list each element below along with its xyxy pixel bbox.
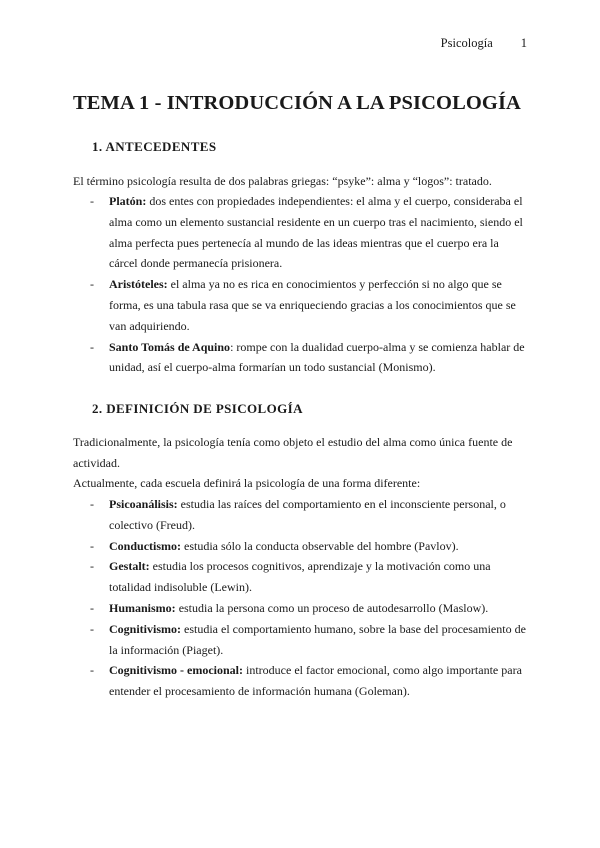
bullet-dash: - xyxy=(90,339,94,354)
list-item-text: introduce el factor emocional, como algo importante para entender el procesamiento de información humana (Goleman). xyxy=(109,663,522,699)
list-item-term: Santo Tomás de Aquino xyxy=(109,339,231,354)
list-item-term: Humanismo: xyxy=(109,600,176,615)
bullet-dash: - xyxy=(90,663,94,678)
bullet-dash: - xyxy=(90,277,94,292)
section-heading-definicion: 2. DEFINICIÓN DE PSICOLOGÍA xyxy=(92,401,303,416)
section2-intro2: Actualmente, cada escuela definirá la psicología de una forma diferente: xyxy=(73,476,421,490)
page-number: 1 xyxy=(520,36,527,50)
list-item-term: Platón: xyxy=(109,194,147,208)
list-item-term: Aristóteles: xyxy=(109,277,168,292)
document-title: TEMA 1 - INTRODUCCIÓN A LA PSICOLOGÍA xyxy=(73,92,521,114)
list-item xyxy=(90,660,528,702)
list-item-text: dos entes con propiedades independientes: el alma y el cuerpo, consideraba el alma como un elemento sustancial residente en un cuerpo tras el nacimiento, siendo el alma perfecta pues pertenecía al mundo de las ideas mientras que el cuerpo era la cárcel donde permanecía prisionera. xyxy=(109,194,523,271)
list-item xyxy=(90,191,528,274)
bullet-dash: - xyxy=(90,621,94,636)
bullet-dash: - xyxy=(90,194,94,208)
list-item-term: Cognitivismo: xyxy=(109,621,181,636)
header-subject: Psicología xyxy=(440,36,493,50)
list-item-term: Psicoanálisis: xyxy=(109,497,178,511)
list-item-text: estudia sólo la conducta observable del hombre (Pavlov). xyxy=(181,538,459,553)
list-item xyxy=(90,494,528,536)
list-item xyxy=(90,274,528,336)
list-item-text: el alma ya no es rica en conocimientos y perfección si no algo que se forma, es una tabula rasa que se va enriqueciendo gracias a los conocimientos que se van adquiriendo. xyxy=(109,277,516,333)
schools-list xyxy=(90,494,528,702)
bullet-dash: - xyxy=(90,538,94,553)
list-item xyxy=(90,619,528,661)
bullet-dash: - xyxy=(90,600,94,615)
list-item-text: estudia el comportamiento humano, sobre la base del procesamiento de la información (Piaget). xyxy=(109,621,526,657)
list-item xyxy=(90,536,528,557)
list-item xyxy=(90,556,528,598)
bullet-dash: - xyxy=(90,497,94,511)
section1-intro: El término psicología resulta de dos palabras griegas: “psyke”: alma y “logos”: tratado. xyxy=(73,174,492,188)
list-item xyxy=(90,598,528,619)
list-item-term: Gestalt: xyxy=(109,559,150,574)
list-item xyxy=(90,337,528,379)
section2-intro: Tradicionalmente, la psicología tenía como objeto el estudio del alma como única fuente de actividad. xyxy=(73,435,513,470)
section-heading-antecedentes: 1. ANTECEDENTES xyxy=(92,139,217,154)
list-item-term: Cognitivismo - emocional: xyxy=(109,663,243,678)
list-item-text: estudia los procesos cognitivos, aprendizaje y la motivación como una totalidad indisoluble (Lewin). xyxy=(109,559,491,595)
page-header xyxy=(441,36,527,51)
antecedentes-list xyxy=(90,191,528,378)
list-item-text: estudia las raíces del comportamiento en el inconsciente personal, o colectivo (Freud). xyxy=(109,497,506,532)
bullet-dash: - xyxy=(90,559,94,574)
list-item-text: estudia la persona como un proceso de autodesarrollo (Maslow). xyxy=(175,600,489,615)
list-item-term: Conductismo: xyxy=(109,538,182,553)
list-item-text: : rompe con la dualidad cuerpo-alma y se comienza hablar de unidad, así el cuerpo-alma formarían un todo sustancial (Monismo). xyxy=(109,339,525,375)
